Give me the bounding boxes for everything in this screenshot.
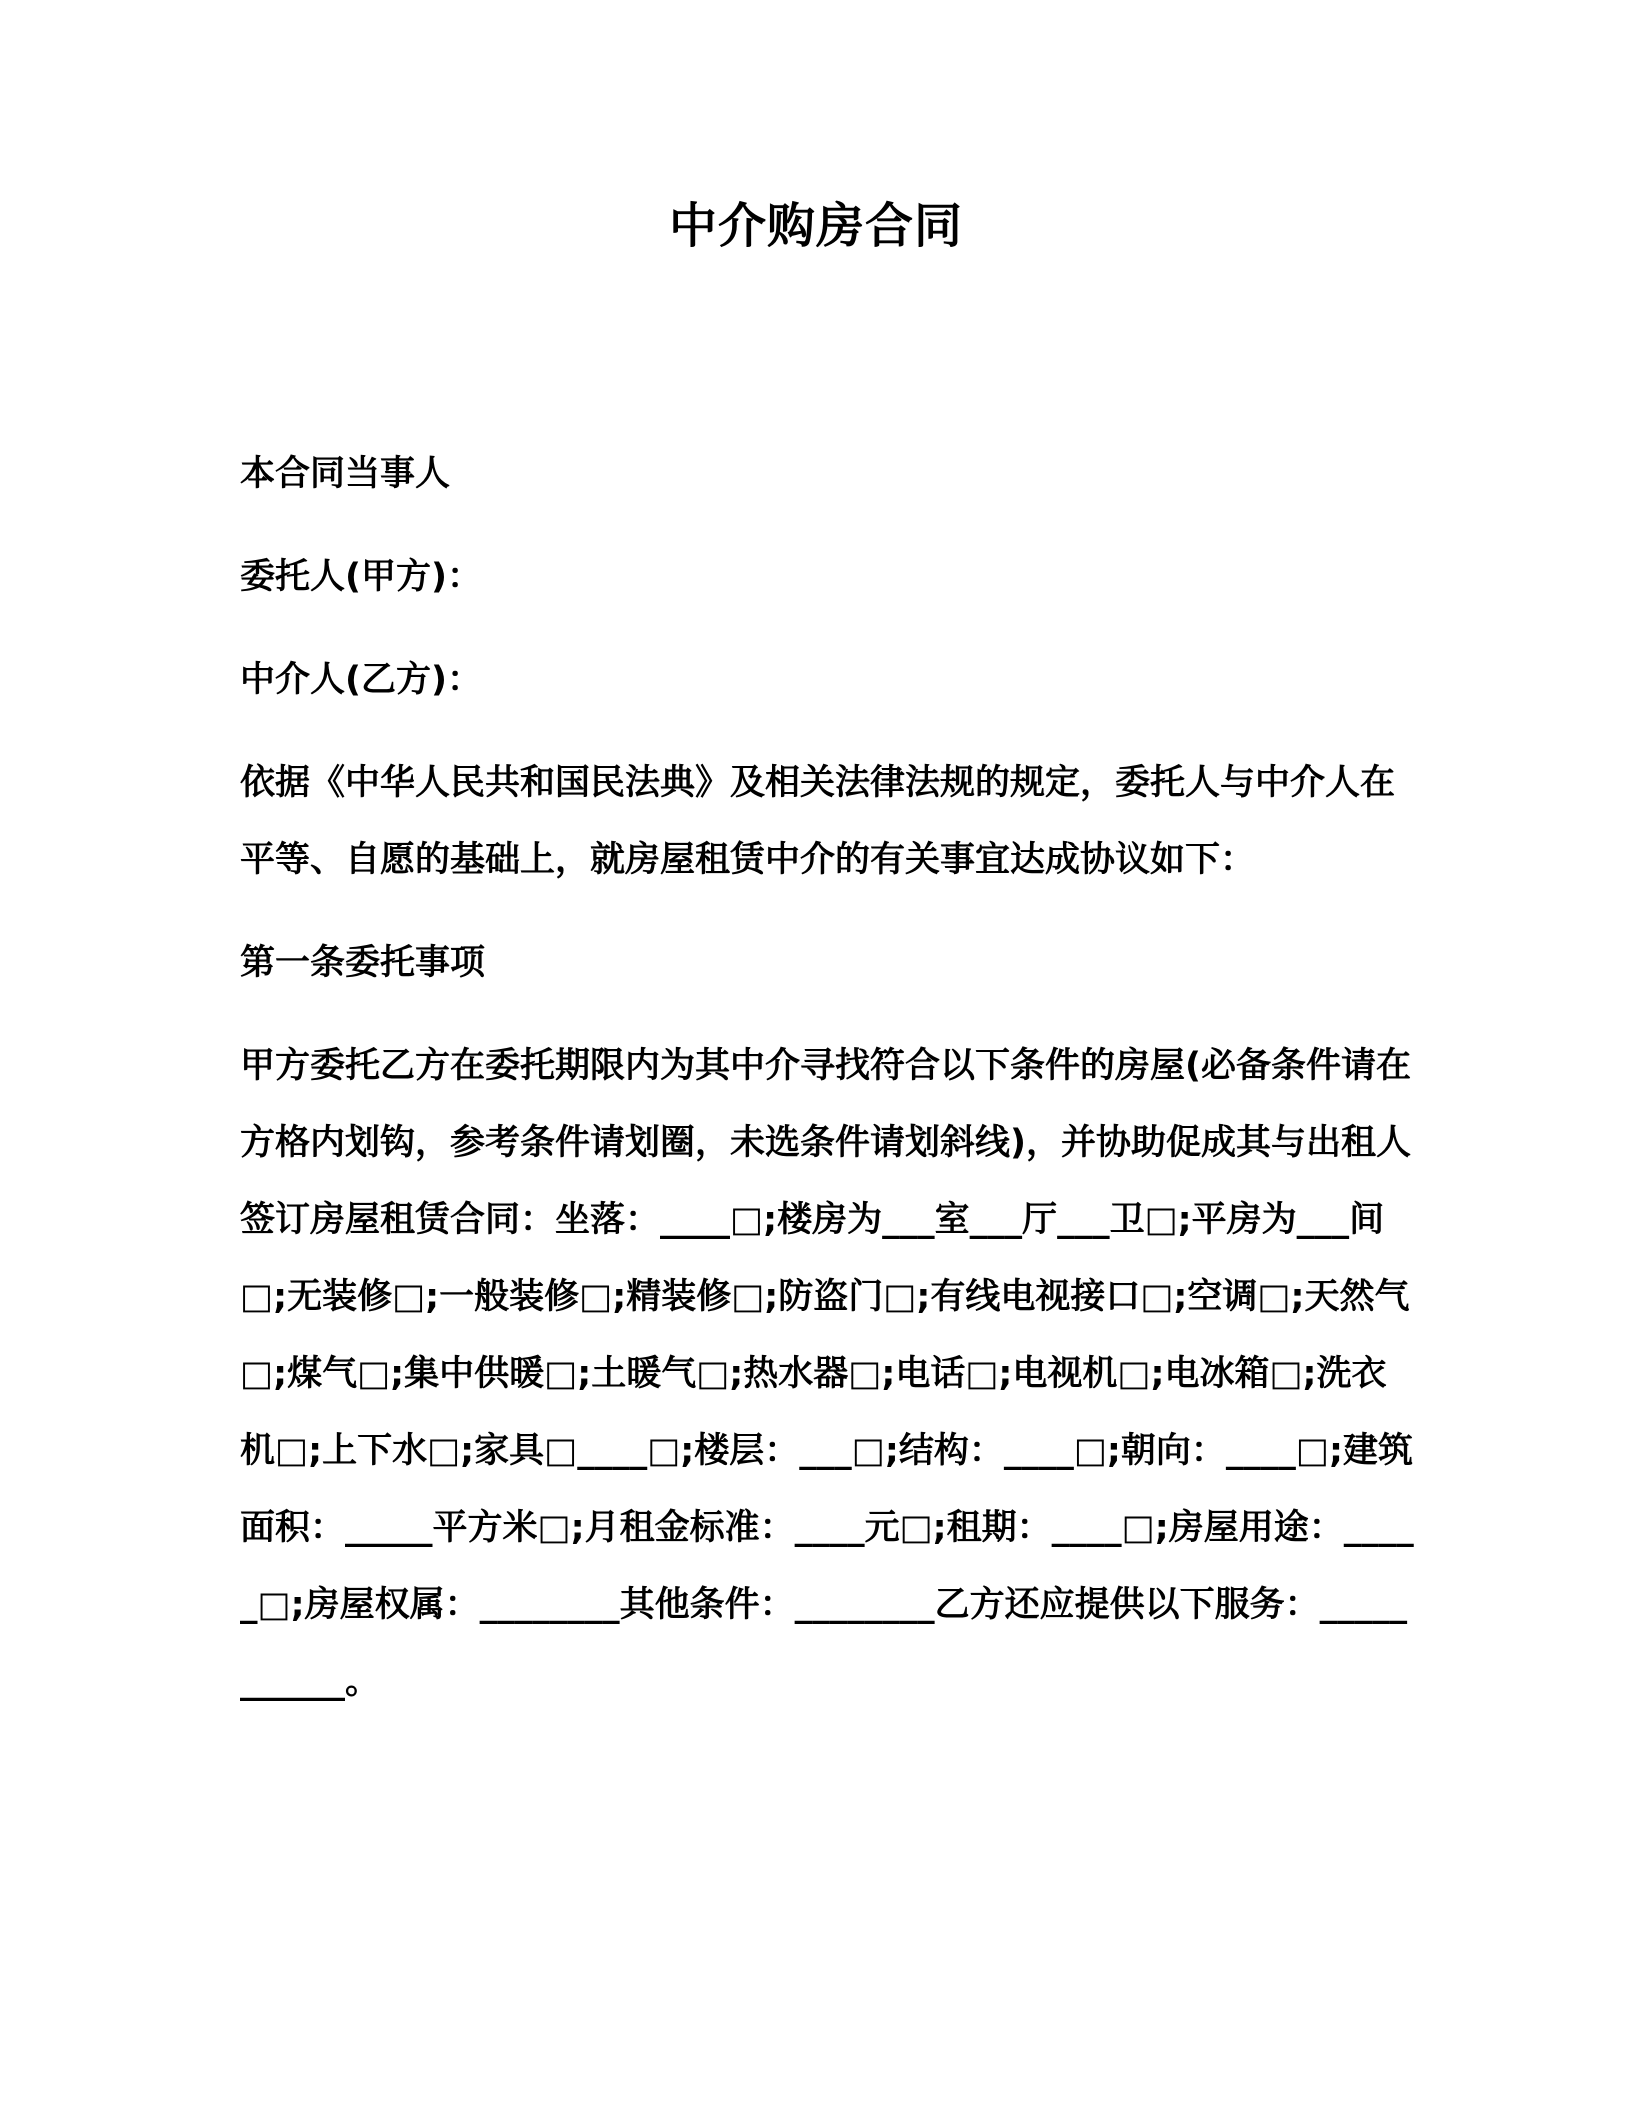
legal-basis-paragraph: 依据《中华人民共和国民法典》及相关法律法规的规定，委托人与中介人在平等、自愿的基础上，就房屋租赁中介的有关事宜达成协议如下： [240, 763, 1396, 880]
article-one-heading: 第一条委托事项 [240, 943, 486, 983]
party-b-line: 中介人(乙方)： [240, 660, 482, 700]
document-body [240, 436, 1420, 1747]
article-one-paragraph: 甲方委托乙方在委托期限内为其中介寻找符合以下条件的房屋(必备条件请在方格内划钩，参考条件请划圈，未选条件请划斜线)，并协助促成其与出租人签订房屋租赁合同：坐落：____□;楼房为___室___厅___卫□;平房为___间□;无装修□;一般装修□;精装修□;防盗门□;有线电视接口□;空调□;天然气□;煤气□;集中供暖□;土暖气□;热水器□;电话□;电视机□;电冰箱□;洗衣机□;上下水□;家具□____□;楼层：___□;结构：____□;朝向：____□;建筑面积：_____平方米□;月租金标准：____元□;租期：____□;房屋用途：_____□;房屋权属：________其他条件：________乙方还应提供以下服务：___________。 [240, 1046, 1414, 1702]
parties-heading: 本合同当事人 [240, 454, 451, 494]
document-title: 中介购房合同 [668, 198, 963, 254]
party-a-line: 委托人(甲方)： [240, 557, 482, 597]
